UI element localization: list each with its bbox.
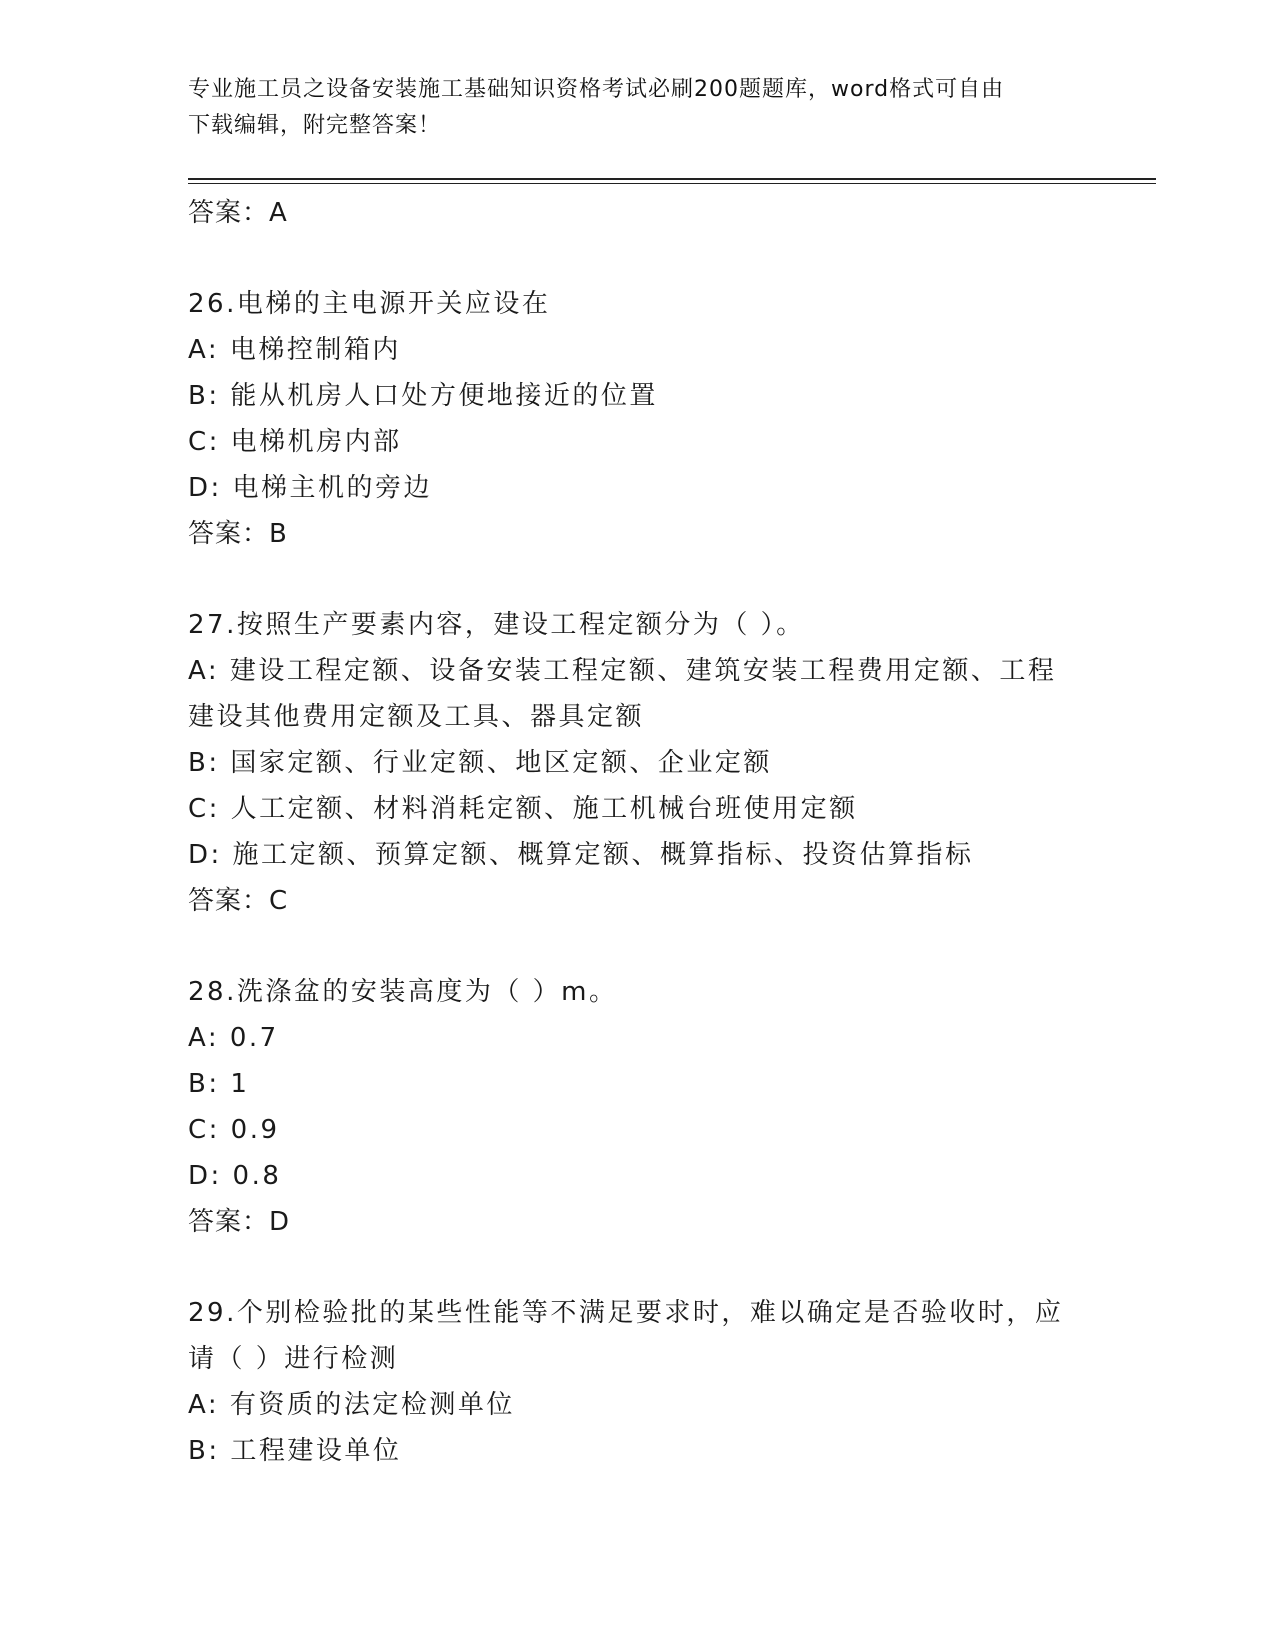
question-text: 29.个别检验批的某些性能等不满足要求时，难以确定是否验收时，应 [188,1298,1064,1328]
option-a: A: 电梯控制箱内 [188,335,401,365]
question-block [188,602,1088,924]
option-b: B: 国家定额、行业定额、地区定额、企业定额 [188,748,772,778]
document-header [188,72,1088,144]
question-text-continued: 请（ ）进行检测 [188,1344,399,1374]
answer-line: 答案：D [188,1207,291,1237]
option-a: A: 建设工程定额、设备安装工程定额、建筑安装工程费用定额、工程 [188,656,1057,686]
document-body [188,190,1088,1474]
header-divider [188,178,1156,180]
question-block [188,969,1088,1245]
answer-line: 答案：B [188,519,288,549]
option-b: B: 工程建设单位 [188,1436,402,1466]
option-a: A: 有资质的法定检测单位 [188,1390,515,1420]
question-block [188,281,1088,557]
header-divider-thin [188,183,1156,184]
question-text: 26.电梯的主电源开关应设在 [188,289,551,319]
question-text: 28.洗涤盆的安装高度为（ ）m。 [188,977,618,1007]
answer-line: 答案：C [188,886,289,916]
option-b: B: 1 [188,1069,250,1099]
option-c: C: 0.9 [188,1115,280,1145]
header-line-2: 下载编辑，附完整答案！ [188,113,442,138]
option-c: C: 电梯机房内部 [188,427,402,457]
question-block [188,1290,1088,1474]
option-d: D: 电梯主机的旁边 [188,473,433,503]
option-d: D: 施工定额、预算定额、概算定额、概算指标、投资估算指标 [188,840,974,870]
option-a-continued: 建设其他费用定额及工具、器具定额 [188,702,645,732]
option-c: C: 人工定额、材料消耗定额、施工机械台班使用定额 [188,794,858,824]
option-b: B: 能从机房人口处方便地接近的位置 [188,381,658,411]
question-text: 27.按照生产要素内容，建设工程定额分为（ ）。 [188,610,805,640]
option-a: A: 0.7 [188,1023,279,1053]
header-line-1: 专业施工员之设备安装施工基础知识资格考试必刷200题题库，word格式可自由 [188,77,1005,102]
answer-line: 答案：A [188,198,288,228]
option-d: D: 0.8 [188,1161,282,1191]
